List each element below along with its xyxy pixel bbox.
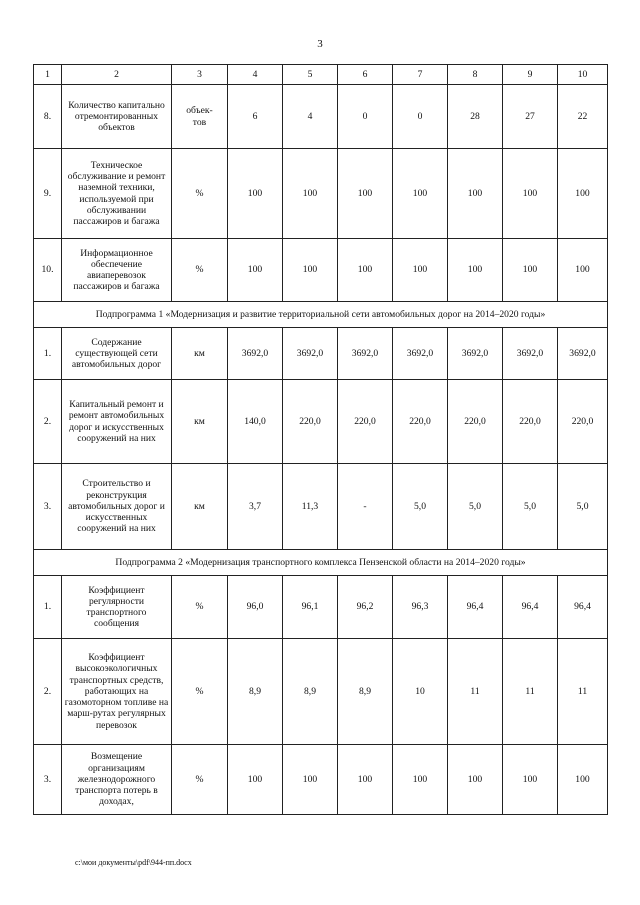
header-cell: 3 <box>172 65 228 85</box>
unit-cell: км <box>172 328 228 380</box>
value-cell: 100 <box>393 745 448 815</box>
value-cell: 96,3 <box>393 576 448 639</box>
row-number: 9. <box>34 149 62 239</box>
unit-cell: % <box>172 239 228 302</box>
value-cell: 96,1 <box>283 576 338 639</box>
subprogram-row <box>34 550 608 576</box>
indicator-name: Коэффициент регулярности транспортного сообщения <box>62 576 172 639</box>
file-path-footer: c:\мои документы\pdf\944-пп.docx <box>75 858 192 867</box>
indicator-name: Информационное обеспечение авиаперевозок пассажиров и багажа <box>62 239 172 302</box>
value-cell: 100 <box>393 149 448 239</box>
indicator-name: Техническое обслуживание и ремонт наземной техники, используемой при обслуживании пассажиров и багажа <box>62 149 172 239</box>
row-number: 8. <box>34 85 62 149</box>
value-cell: 0 <box>393 85 448 149</box>
page-number: 3 <box>317 38 323 50</box>
value-cell: 100 <box>283 239 338 302</box>
header-cell: 5 <box>283 65 338 85</box>
header-cell: 4 <box>228 65 283 85</box>
indicator-name: Капитальный ремонт и ремонт автомобильных дорог и искусственных сооружений на них <box>62 380 172 464</box>
value-cell: 6 <box>228 85 283 149</box>
header-cell: 7 <box>393 65 448 85</box>
subprogram-row <box>34 302 608 328</box>
value-cell: 220,0 <box>503 380 558 464</box>
value-cell: 3692,0 <box>393 328 448 380</box>
row-number: 1. <box>34 328 62 380</box>
value-cell: 220,0 <box>338 380 393 464</box>
unit-cell: % <box>172 149 228 239</box>
value-cell: 11 <box>558 639 608 745</box>
row-number: 2. <box>34 380 62 464</box>
value-cell: 4 <box>283 85 338 149</box>
indicator-name: Количество капитально отремонтированных объектов <box>62 85 172 149</box>
table-row <box>34 380 608 464</box>
value-cell: 5,0 <box>558 464 608 550</box>
unit-cell: % <box>172 639 228 745</box>
value-cell: 220,0 <box>393 380 448 464</box>
indicator-name: Коэффициент высокоэкологичных транспортных средств, работающих на газомоторном топливе на марш-рутах регулярных перевозок <box>62 639 172 745</box>
table-row <box>34 239 608 302</box>
header-cell: 9 <box>503 65 558 85</box>
header-cell: 8 <box>448 65 503 85</box>
table-row <box>34 576 608 639</box>
value-cell: 100 <box>503 239 558 302</box>
value-cell: 100 <box>338 745 393 815</box>
value-cell: 100 <box>338 149 393 239</box>
unit-cell: % <box>172 745 228 815</box>
table-header-row <box>34 65 608 85</box>
value-cell: 3692,0 <box>283 328 338 380</box>
value-cell: 220,0 <box>558 380 608 464</box>
indicator-name: Строительство и реконструкция автомобильных дорог и искусственных сооружений на них <box>62 464 172 550</box>
value-cell: 220,0 <box>283 380 338 464</box>
value-cell: 100 <box>283 745 338 815</box>
value-cell: 27 <box>503 85 558 149</box>
header-cell: 1 <box>34 65 62 85</box>
value-cell: 0 <box>338 85 393 149</box>
value-cell: 100 <box>283 149 338 239</box>
unit-cell: км <box>172 380 228 464</box>
value-cell: - <box>338 464 393 550</box>
unit-cell: % <box>172 576 228 639</box>
value-cell: 100 <box>448 239 503 302</box>
header-cell: 2 <box>62 65 172 85</box>
indicator-name: Содержание существующей сети автомобильных дорог <box>62 328 172 380</box>
value-cell: 100 <box>558 239 608 302</box>
value-cell: 11,3 <box>283 464 338 550</box>
value-cell: 100 <box>448 745 503 815</box>
value-cell: 100 <box>558 745 608 815</box>
value-cell: 5,0 <box>503 464 558 550</box>
value-cell: 3692,0 <box>338 328 393 380</box>
value-cell: 3692,0 <box>503 328 558 380</box>
value-cell: 100 <box>558 149 608 239</box>
value-cell: 100 <box>503 149 558 239</box>
table-row <box>34 149 608 239</box>
header-cell: 10 <box>558 65 608 85</box>
value-cell: 22 <box>558 85 608 149</box>
value-cell: 100 <box>228 239 283 302</box>
indicators-table <box>33 64 608 815</box>
row-number: 10. <box>34 239 62 302</box>
table-row <box>34 85 608 149</box>
table-row <box>34 464 608 550</box>
row-number: 2. <box>34 639 62 745</box>
row-number: 3. <box>34 745 62 815</box>
value-cell: 11 <box>448 639 503 745</box>
value-cell: 5,0 <box>393 464 448 550</box>
value-cell: 11 <box>503 639 558 745</box>
table-row <box>34 745 608 815</box>
value-cell: 140,0 <box>228 380 283 464</box>
header-cell: 6 <box>338 65 393 85</box>
value-cell: 100 <box>503 745 558 815</box>
table-row <box>34 639 608 745</box>
value-cell: 3692,0 <box>558 328 608 380</box>
value-cell: 96,2 <box>338 576 393 639</box>
value-cell: 100 <box>448 149 503 239</box>
indicator-name: Возмещение организациям железнодорожного транспорта потерь в доходах, <box>62 745 172 815</box>
value-cell: 220,0 <box>448 380 503 464</box>
value-cell: 3692,0 <box>228 328 283 380</box>
value-cell: 8,9 <box>228 639 283 745</box>
row-number: 3. <box>34 464 62 550</box>
value-cell: 100 <box>228 149 283 239</box>
value-cell: 10 <box>393 639 448 745</box>
value-cell: 3692,0 <box>448 328 503 380</box>
value-cell: 96,4 <box>503 576 558 639</box>
value-cell: 96,4 <box>558 576 608 639</box>
unit-cell: объек- тов <box>172 85 228 149</box>
value-cell: 5,0 <box>448 464 503 550</box>
value-cell: 28 <box>448 85 503 149</box>
value-cell: 96,4 <box>448 576 503 639</box>
value-cell: 8,9 <box>338 639 393 745</box>
value-cell: 100 <box>228 745 283 815</box>
value-cell: 96,0 <box>228 576 283 639</box>
row-number: 1. <box>34 576 62 639</box>
value-cell: 3,7 <box>228 464 283 550</box>
subprogram-title: Подпрограмма 1 «Модернизация и развитие территориальной сети автомобильных дорог на 2014–2020 годы» <box>34 302 608 328</box>
unit-cell: км <box>172 464 228 550</box>
value-cell: 8,9 <box>283 639 338 745</box>
subprogram-title: Подпрограмма 2 «Модернизация транспортного комплекса Пензенской области на 2014–2020 годы» <box>34 550 608 576</box>
value-cell: 100 <box>393 239 448 302</box>
value-cell: 100 <box>338 239 393 302</box>
table-row <box>34 328 608 380</box>
